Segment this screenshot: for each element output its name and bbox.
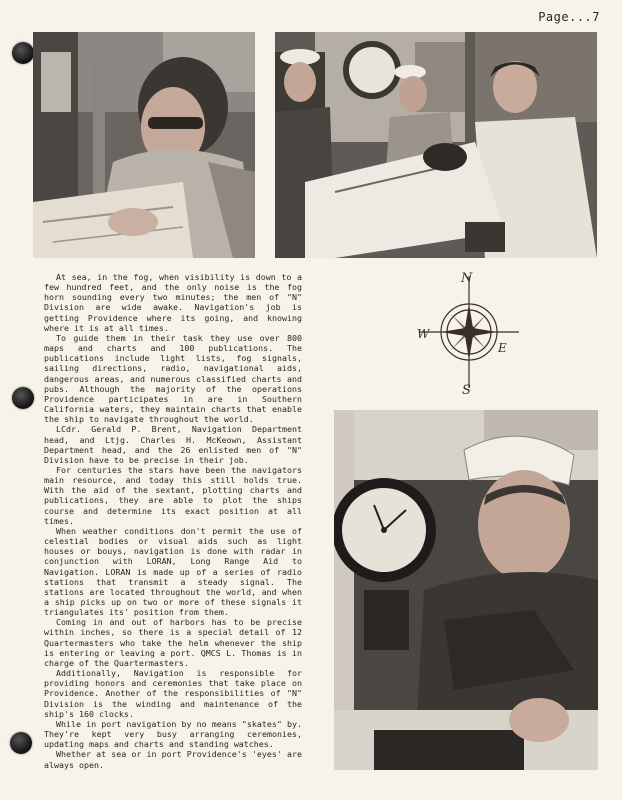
- binder-hole-bottom: [10, 732, 32, 754]
- compass-east-label: E: [498, 341, 507, 355]
- photo-console-crew: [275, 32, 597, 258]
- compass-west-label: W: [417, 327, 430, 341]
- compass-south-label: S: [462, 383, 471, 398]
- compass-rose: [414, 268, 524, 398]
- paragraph-3: LCdr. Gerald P. Brent, Navigation Department head, and Ltjg. Charles H. McKeown, Assistant Department head, and the 26 enlisted men of "N" Division have to be precise in their job.: [44, 424, 302, 465]
- paragraph-2: To guide them in their task they use over 800 maps and charts and 100 publications. The publications include light lists, fog signals, sailing directions, radio, navigational aids, dangerous areas, and numerous classified charts and pubs. Although the majority of the operations Providence participates in are in Southern California waters, they maintain charts that enable the ship to navigate throughout the world.: [44, 332, 302, 425]
- paragraph-6: Coming in and out of harbors has to be precise within inches, so there is a special detail of 12 Quartermasters who take the helm whenever the ship is entering or leaving a port. QMCS L. Thomas is in charge of the Quartermasters.: [44, 617, 302, 668]
- binder-hole-top: [12, 42, 34, 64]
- article-body: [44, 272, 302, 770]
- paragraph-8: While in port navigation by no means "skates" by. They're kept very busy arranging ceremonies, updating maps and charts and standing watches.: [44, 718, 302, 750]
- paragraph-4: For centuries the stars have been the navigators main resource, and today this still holds true. With the aid of the sextant, plotting charts and publications, they are able to plot the ships course and determine its exact position at all times.: [44, 464, 302, 526]
- paragraph-9: Whether at sea or in port Providence's 'eyes' are always open.: [44, 749, 302, 770]
- paragraph-1: At sea, in the fog, when visibility is down to a few hundred feet, and the only noise is the fog horn sounding every two minutes; the men of "N" Division are wide awake. Navigation's job is getting Providence where its going, and knowing where it is at all times.: [44, 272, 302, 333]
- paragraph-7: Additionally, Navigation is responsible for providing honors and ceremonies that take place on Providence. Another of the responsibilities of "N" Division is the winding and maintenance of the ship's 160 clocks.: [44, 668, 302, 719]
- binder-hole-middle: [12, 387, 34, 409]
- compass-north-label: N: [461, 271, 473, 286]
- photo-quartermaster-clock: [334, 410, 598, 770]
- paragraph-5: When weather conditions don't permit the use of celestial bodies or visual aids such as light houses or bouys, navigation is done with radar in conjunction with LORAN, Long Range Aid to Navigation. LORAN is made up of a series of radio stations that transmit a steady signal. The stations are located throughout the world, and when a ship picks up on two or more of these signals it triangulates its' position from them.: [44, 525, 302, 618]
- photo-navigator: [33, 32, 255, 258]
- page-number: Page...7: [538, 10, 600, 24]
